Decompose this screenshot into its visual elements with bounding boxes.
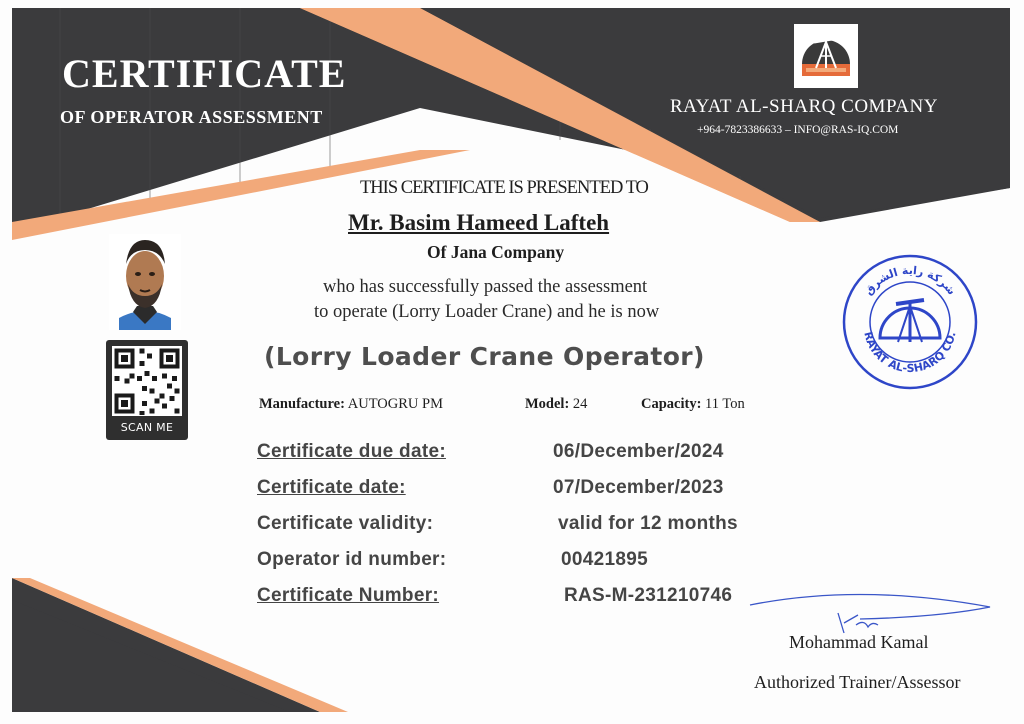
- certificate-subtitle: OF OPERATOR ASSESSMENT: [60, 107, 323, 127]
- operator-id-label: Operator id number:: [257, 549, 447, 570]
- company-stamp-icon: [840, 252, 980, 392]
- company-contact: +964-7823386633 – INFO@RAS-IQ.COM: [697, 124, 899, 136]
- certificate-date-value: 07/December/2023: [553, 477, 724, 498]
- scan-me-label: SCAN ME: [120, 421, 174, 434]
- model-value: 24: [572, 396, 588, 412]
- manufacture-label: Manufacture:: [259, 396, 345, 412]
- certificate-date-label: Certificate date:: [257, 477, 406, 498]
- recipient-name: Mr. Basim Hameed Lafteh: [348, 210, 610, 235]
- operator-portrait-icon: [109, 234, 181, 330]
- model-spec: [525, 396, 587, 413]
- certificate-title: CERTIFICATE: [62, 51, 347, 96]
- capacity-label: Capacity:: [641, 396, 702, 412]
- assessment-statement-line2: to operate (Lorry Loader Crane) and he is now: [314, 302, 660, 322]
- validity-label: Certificate validity:: [257, 513, 434, 534]
- signatory-name: Mohammad Kamal: [789, 632, 929, 652]
- svg-text:شركة راية الشرق: [862, 264, 958, 298]
- stamp-latin-text: RAYAT AL-SHARQ CO.: [861, 330, 959, 376]
- due-date-label: Certificate due date:: [257, 441, 446, 462]
- qr-code-icon[interactable]: [112, 346, 182, 416]
- capacity-value: 11 Ton: [705, 396, 745, 412]
- operator-role: (Lorry Loader Crane Operator): [264, 342, 705, 371]
- company-logo-icon: [794, 24, 858, 88]
- company-name: RAYAT AL-SHARQ COMPANY: [670, 96, 938, 117]
- operator-id-value: 00421895: [561, 549, 648, 570]
- stamp-arabic-text: شركة راية الشرق: [861, 263, 959, 298]
- due-date-value: 06/December/2024: [553, 441, 724, 462]
- validity-value: valid for 12 months: [558, 513, 738, 534]
- capacity-spec: [641, 396, 745, 413]
- manufacture-value: AUTOGRU PM: [347, 396, 443, 412]
- qr-code-panel[interactable]: [106, 340, 188, 440]
- assessment-statement-line1: who has successfully passed the assessment: [323, 277, 648, 297]
- recipient-organization: Of Jana Company: [427, 242, 565, 262]
- manufacture-spec: [259, 396, 443, 413]
- certificate-number-label: Certificate Number:: [257, 585, 440, 606]
- presented-to-heading: THIS CERTIFICATE IS PRESENTED TO: [360, 178, 648, 198]
- operator-photo: [109, 234, 181, 330]
- model-label: Model:: [525, 396, 570, 412]
- signatory-title: Authorized Trainer/Assessor: [754, 672, 961, 692]
- certificate-number-value: RAS-M-231210746: [564, 585, 733, 606]
